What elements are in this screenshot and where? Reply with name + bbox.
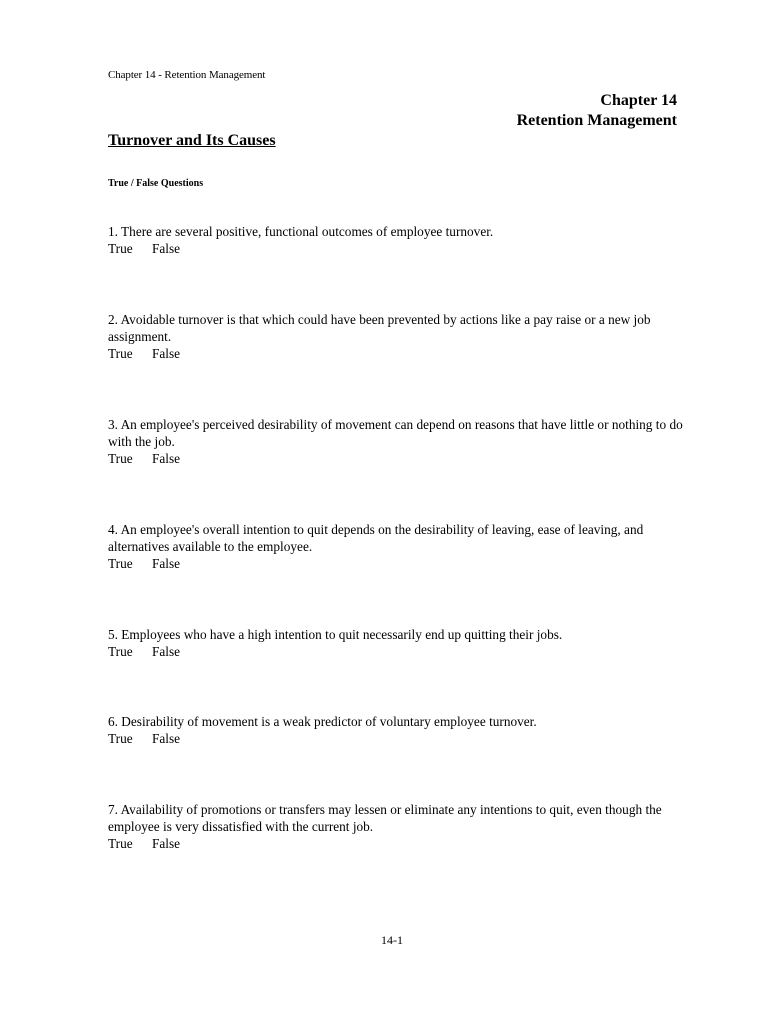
question-text: 1. There are several positive, functional outcomes of employee turnover. <box>108 224 494 239</box>
answer-true: True <box>108 346 133 361</box>
answer-false: False <box>152 556 181 571</box>
answer-true: True <box>108 241 133 256</box>
running-header: Chapter 14 - Retention Management <box>108 69 266 81</box>
answer-true: True <box>108 836 133 851</box>
question-3 <box>108 416 688 467</box>
answer-false: False <box>152 451 181 466</box>
answer-true: True <box>108 731 133 746</box>
answer-false: False <box>152 241 181 256</box>
chapter-title: Retention Management <box>516 112 677 129</box>
chapter-number: Chapter 14 <box>600 92 677 109</box>
answer-true: True <box>108 556 133 571</box>
answer-false: False <box>152 836 181 851</box>
question-text: 2. Avoidable turnover is that which could have been prevented by actions like a pay raise or a new job assignment. <box>108 312 651 344</box>
answer-options <box>108 835 688 852</box>
answer-options <box>108 450 688 467</box>
question-2 <box>108 311 688 362</box>
answer-false: False <box>152 346 181 361</box>
answer-false: False <box>152 644 181 659</box>
answer-options <box>108 730 688 747</box>
question-1 <box>108 223 688 257</box>
question-6 <box>108 713 688 747</box>
subsection-title: True / False Questions <box>108 178 204 189</box>
answer-options <box>108 240 688 257</box>
answer-true: True <box>108 644 133 659</box>
question-text: 3. An employee's perceived desirability of movement can depend on reasons that have little or nothing to do with the job. <box>108 417 683 449</box>
answer-options <box>108 555 688 572</box>
section-title: Turnover and Its Causes <box>108 132 276 149</box>
question-4 <box>108 521 688 572</box>
question-text: 5. Employees who have a high intention to quit necessarily end up quitting their jobs. <box>108 627 563 642</box>
answer-false: False <box>152 731 181 746</box>
question-text: 7. Availability of promotions or transfers may lessen or eliminate any intentions to quit, even though the employee is very dissatisfied with the current job. <box>108 802 662 834</box>
question-text: 4. An employee's overall intention to quit depends on the desirability of leaving, ease of leaving, and alternatives available to the employee. <box>108 522 644 554</box>
answer-true: True <box>108 451 133 466</box>
answer-options <box>108 643 688 660</box>
chapter-heading <box>517 91 677 131</box>
question-5 <box>108 626 688 660</box>
answer-options <box>108 345 688 362</box>
question-7 <box>108 801 688 852</box>
question-text: 6. Desirability of movement is a weak predictor of voluntary employee turnover. <box>108 714 537 729</box>
page-number: 14-1 <box>381 933 403 947</box>
